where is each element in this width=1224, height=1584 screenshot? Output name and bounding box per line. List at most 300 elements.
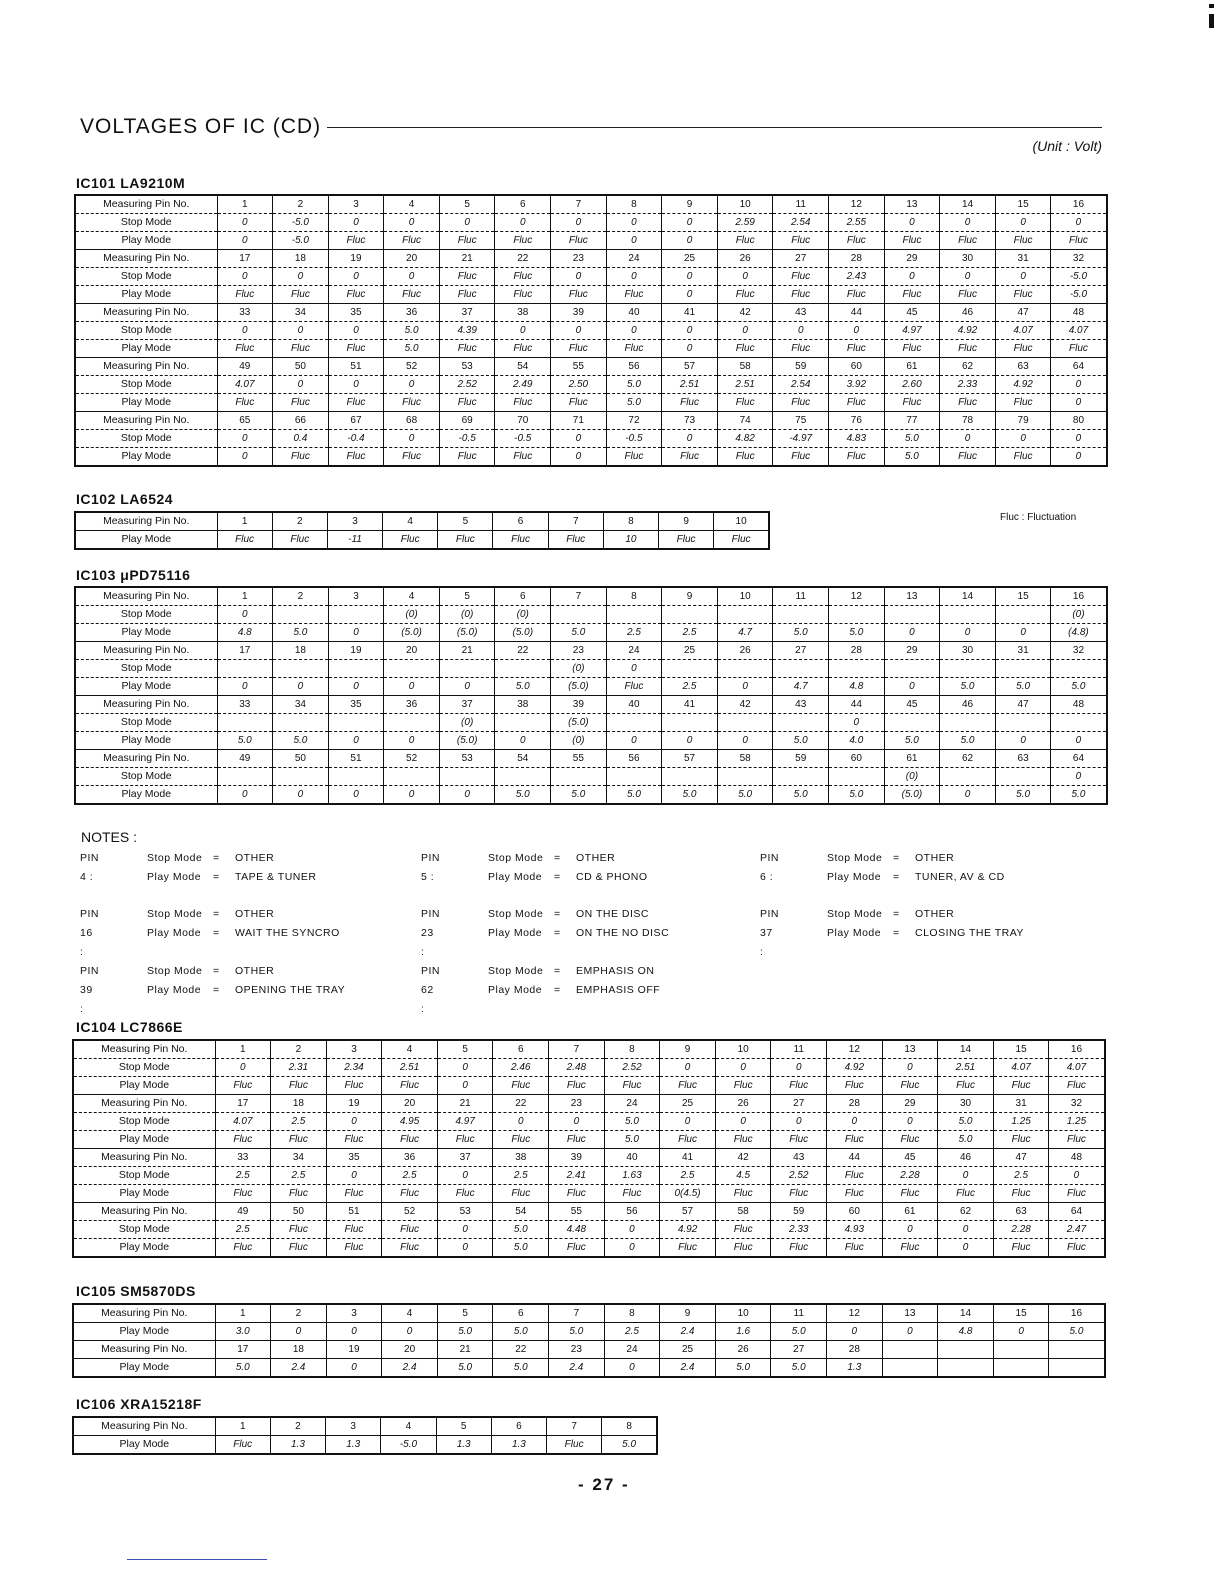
- pin-number-cell: 2: [273, 195, 329, 214]
- voltage-cell: Fluc: [717, 340, 773, 358]
- voltage-cell: 3.0: [215, 1323, 271, 1341]
- voltage-cell: Fluc: [215, 1077, 271, 1095]
- pin-number-cell: 55: [551, 358, 607, 376]
- pin-number-cell: 1: [215, 1304, 271, 1323]
- voltage-cell: -11: [327, 531, 382, 550]
- voltage-cell: 2.54: [773, 376, 829, 394]
- note-rows: [147, 849, 316, 887]
- voltage-cell: 2.5: [493, 1167, 549, 1185]
- voltage-cell: 4.92: [827, 1059, 883, 1077]
- pin-number-cell: 43: [773, 696, 829, 714]
- voltage-cell: 0: [217, 214, 273, 232]
- pin-number-cell: 48: [1051, 696, 1107, 714]
- voltage-cell: [328, 768, 384, 786]
- voltage-cell: 3.92: [829, 376, 885, 394]
- voltage-cell: [217, 660, 273, 678]
- voltage-cell: Fluc: [384, 448, 440, 467]
- pin-number-cell: 26: [715, 1341, 771, 1359]
- voltage-cell: 0: [217, 430, 273, 448]
- voltage-cell: 0: [882, 1113, 938, 1131]
- voltage-cell: Fluc: [493, 1077, 549, 1095]
- note-equals: =: [893, 871, 900, 883]
- pin-number-cell: 52: [384, 358, 440, 376]
- voltage-cell: 0: [717, 678, 773, 696]
- pin-number-cell: 49: [217, 358, 273, 376]
- ic-label: IC106 XRA15218F: [76, 1396, 202, 1412]
- voltage-cell: 2.33: [940, 376, 996, 394]
- pin-number-cell: 18: [273, 642, 329, 660]
- notes-title: NOTES :: [81, 829, 138, 845]
- voltage-cell: [829, 660, 885, 678]
- voltage-cell: 4.07: [215, 1113, 271, 1131]
- pin-number-cell: 65: [217, 412, 273, 430]
- voltage-cell: Fluc: [439, 340, 495, 358]
- voltage-cell: Fluc: [326, 1185, 382, 1203]
- pin-number-cell: 53: [439, 750, 495, 768]
- pin-number-cell: 3: [326, 1417, 381, 1436]
- pin-number-cell: 24: [606, 250, 662, 268]
- note-stop-value: EMPHASIS ON: [576, 965, 655, 977]
- voltage-cell: 4.92: [940, 322, 996, 340]
- voltage-cell: 2.47: [1049, 1221, 1105, 1239]
- pin-number-cell: 60: [827, 1203, 883, 1221]
- pin-number-cell: 32: [1051, 642, 1107, 660]
- note-equals: =: [213, 965, 220, 977]
- pin-number-cell: 13: [884, 195, 940, 214]
- pin-number-cell: 17: [217, 642, 273, 660]
- pin-number-cell: 5: [436, 1417, 491, 1436]
- pin-number-cell: 3: [326, 1040, 382, 1059]
- voltage-cell: Fluc: [993, 1131, 1049, 1149]
- note-play-value: EMPHASIS OFF: [576, 984, 661, 996]
- voltage-cell: Fluc: [326, 1077, 382, 1095]
- voltage-cell: Fluc: [829, 286, 885, 304]
- voltage-cell: [606, 768, 662, 786]
- note-play-value: TAPE & TUNER: [235, 871, 317, 883]
- voltage-cell: 2.33: [771, 1221, 827, 1239]
- voltage-cell: [495, 768, 551, 786]
- voltage-cell: Fluc: [773, 268, 829, 286]
- voltage-cell: 0: [884, 268, 940, 286]
- voltage-cell: 1.3: [436, 1436, 491, 1455]
- play-mode-row: [73, 1436, 657, 1455]
- note-equals: =: [554, 965, 561, 977]
- voltage-cell: 5.0: [884, 448, 940, 467]
- note-rows: [488, 962, 660, 1000]
- voltage-cell: 5.0: [215, 1359, 271, 1378]
- pin-number-cell: 34: [273, 696, 329, 714]
- note-equals: =: [554, 852, 561, 864]
- row-label: Play Mode: [75, 448, 217, 467]
- pin-number-cell: 57: [662, 358, 718, 376]
- voltage-cell: 0: [493, 1113, 549, 1131]
- voltage-cell: [995, 714, 1051, 732]
- note-play-line: [488, 981, 660, 1000]
- voltage-cell: 5.0: [884, 430, 940, 448]
- note-pin: PIN 4 :: [80, 852, 100, 883]
- pin-number-cell: 22: [495, 642, 551, 660]
- row-label: Stop Mode: [75, 322, 217, 340]
- play-mode-row: [75, 531, 769, 550]
- voltage-cell: Fluc: [217, 340, 273, 358]
- voltage-cell: (0): [551, 732, 607, 750]
- pin-number-cell: 59: [773, 750, 829, 768]
- pin-number-cell: 30: [940, 250, 996, 268]
- pin-number-cell: 68: [384, 412, 440, 430]
- pin-number-cell: 7: [551, 587, 607, 606]
- ic-label: IC105 SM5870DS: [76, 1283, 196, 1299]
- voltage-cell: 0: [993, 1323, 1049, 1341]
- pin-number-cell: 67: [328, 412, 384, 430]
- pin-number-row: [73, 1149, 1105, 1167]
- voltage-cell: Fluc: [384, 394, 440, 412]
- voltage-cell: [384, 768, 440, 786]
- pin-number-cell: 4: [381, 1417, 436, 1436]
- voltage-cell: 2.4: [382, 1359, 438, 1378]
- pin-number-cell: 27: [773, 642, 829, 660]
- note-play-value: WAIT THE SYNCRO: [235, 927, 340, 939]
- row-label: Play Mode: [73, 1359, 215, 1378]
- pin-number-cell: 5: [439, 195, 495, 214]
- pin-number-cell: 28: [827, 1341, 883, 1359]
- note-rows: [827, 849, 1005, 887]
- voltage-cell: 2.4: [271, 1359, 327, 1378]
- row-label: Stop Mode: [73, 1113, 215, 1131]
- voltage-cell: Fluc: [326, 1131, 382, 1149]
- voltage-cell: Fluc: [495, 340, 551, 358]
- pin-number-cell: 11: [773, 587, 829, 606]
- voltage-cell: 0: [273, 786, 329, 805]
- pin-number-cell: 13: [884, 587, 940, 606]
- voltage-cell: 4.07: [993, 1059, 1049, 1077]
- note-stop-value: ON THE DISC: [576, 908, 649, 920]
- pin-number-cell: 21: [437, 1095, 493, 1113]
- note-mode-label: Play Mode: [147, 871, 202, 883]
- voltage-cell: 5.0: [938, 1131, 994, 1149]
- pin-number-cell: 7: [547, 1417, 602, 1436]
- voltage-cell: 5.0: [1051, 678, 1107, 696]
- voltage-cell: 0(4.5): [660, 1185, 716, 1203]
- note-play-value: CLOSING THE TRAY: [915, 927, 1024, 939]
- pin-number-cell: 55: [551, 750, 607, 768]
- play-mode-row: [73, 1323, 1105, 1341]
- voltage-cell: 0: [662, 322, 718, 340]
- pin-number-cell: 23: [549, 1341, 605, 1359]
- voltage-cell: [439, 660, 495, 678]
- row-label: Play Mode: [73, 1185, 215, 1203]
- play-mode-row: [75, 678, 1107, 696]
- voltage-cell: 0: [215, 1059, 271, 1077]
- voltage-cell: [384, 660, 440, 678]
- pin-number-cell: 18: [271, 1095, 327, 1113]
- pin-number-cell: 63: [995, 358, 1051, 376]
- voltage-cell: 4.48: [549, 1221, 605, 1239]
- pin-number-cell: 56: [606, 750, 662, 768]
- pin-number-cell: 50: [273, 750, 329, 768]
- pin-number-cell: 15: [995, 195, 1051, 214]
- footer-rule: [127, 1559, 267, 1560]
- row-label: Measuring Pin No.: [75, 358, 217, 376]
- pin-number-cell: 40: [604, 1149, 660, 1167]
- pin-number-cell: 1: [217, 512, 272, 531]
- voltage-cell: 1.25: [1049, 1113, 1105, 1131]
- voltage-cell: 1.6: [715, 1323, 771, 1341]
- voltage-table: [72, 1416, 658, 1455]
- voltage-cell: 10: [603, 531, 658, 550]
- voltage-cell: 4.5: [715, 1167, 771, 1185]
- note-pin: PIN 37 :: [760, 908, 780, 958]
- pin-number-cell: 25: [662, 642, 718, 660]
- voltage-cell: 0: [273, 678, 329, 696]
- pin-number-cell: 10: [714, 512, 769, 531]
- voltage-cell: 2.34: [326, 1059, 382, 1077]
- pin-number-cell: 56: [606, 358, 662, 376]
- pin-number-cell: 14: [940, 587, 996, 606]
- voltage-cell: 5.0: [384, 340, 440, 358]
- pin-number-cell: 11: [771, 1040, 827, 1059]
- pin-number-row: [73, 1417, 657, 1436]
- voltage-cell: Fluc: [993, 1185, 1049, 1203]
- pin-number-row: [75, 195, 1107, 214]
- voltage-cell: 0: [217, 678, 273, 696]
- note-play-line: [147, 981, 345, 1000]
- voltage-cell: [940, 714, 996, 732]
- pin-number-cell: 51: [326, 1203, 382, 1221]
- voltage-cell: Fluc: [217, 286, 273, 304]
- voltage-cell: Fluc: [439, 286, 495, 304]
- voltage-cell: 4.07: [217, 376, 273, 394]
- voltage-cell: Fluc: [717, 232, 773, 250]
- pin-number-cell: 31: [995, 250, 1051, 268]
- voltage-cell: -5.0: [1051, 268, 1107, 286]
- pin-number-cell: 50: [271, 1203, 327, 1221]
- voltage-cell: 0: [1051, 732, 1107, 750]
- voltage-cell: [773, 768, 829, 786]
- voltage-cell: [328, 606, 384, 624]
- voltage-cell: [217, 768, 273, 786]
- voltage-cell: Fluc: [884, 232, 940, 250]
- pin-number-cell: 46: [938, 1149, 994, 1167]
- voltage-cell: 5.0: [437, 1359, 493, 1378]
- voltage-cell: Fluc: [1049, 1239, 1105, 1258]
- pin-number-row: [73, 1203, 1105, 1221]
- pin-number-cell: 25: [660, 1095, 716, 1113]
- voltage-cell: 2.55: [829, 214, 885, 232]
- page-edge-mark-gap: [1209, 8, 1214, 14]
- voltage-cell: [1049, 1359, 1105, 1378]
- pin-number-cell: 18: [273, 250, 329, 268]
- note-mode-label: Stop Mode: [147, 908, 203, 920]
- voltage-cell: Fluc: [827, 1185, 883, 1203]
- voltage-cell: Fluc: [273, 394, 329, 412]
- pin-number-cell: 80: [1051, 412, 1107, 430]
- voltage-cell: Fluc: [328, 340, 384, 358]
- pin-number-row: [75, 412, 1107, 430]
- pin-number-cell: 79: [995, 412, 1051, 430]
- voltage-cell: 0: [437, 1059, 493, 1077]
- note-equals: =: [554, 984, 561, 996]
- voltage-cell: Fluc: [495, 286, 551, 304]
- voltage-cell: 0: [328, 214, 384, 232]
- pin-number-cell: 8: [606, 587, 662, 606]
- voltage-cell: Fluc: [606, 340, 662, 358]
- pin-number-cell: 50: [273, 358, 329, 376]
- voltage-cell: 0: [328, 624, 384, 642]
- pin-number-cell: 47: [995, 304, 1051, 322]
- pin-number-cell: 16: [1051, 195, 1107, 214]
- note-play-value: TUNER, AV & CD: [915, 871, 1005, 883]
- row-label: Measuring Pin No.: [73, 1095, 215, 1113]
- voltage-cell: 0: [995, 430, 1051, 448]
- pin-number-row: [75, 750, 1107, 768]
- pin-number-cell: 36: [384, 696, 440, 714]
- voltage-cell: [717, 714, 773, 732]
- voltage-cell: 0: [829, 714, 885, 732]
- pin-number-cell: 5: [437, 1040, 493, 1059]
- voltage-cell: 0: [771, 1113, 827, 1131]
- voltage-cell: 4.07: [1051, 322, 1107, 340]
- note-stop-value: OTHER: [235, 908, 275, 920]
- voltage-cell: 0: [1051, 394, 1107, 412]
- voltage-cell: 0: [328, 322, 384, 340]
- pin-number-row: [73, 1095, 1105, 1113]
- voltage-cell: 2.46: [493, 1059, 549, 1077]
- pin-number-row: [75, 304, 1107, 322]
- pin-number-cell: 54: [495, 358, 551, 376]
- play-mode-row: [75, 232, 1107, 250]
- voltage-cell: 5.0: [273, 624, 329, 642]
- note-equals: =: [893, 852, 900, 864]
- voltage-cell: Fluc: [382, 1077, 438, 1095]
- note-stop-value: OTHER: [576, 852, 616, 864]
- row-label: Play Mode: [75, 340, 217, 358]
- voltage-cell: (4.8): [1051, 624, 1107, 642]
- note-mode-label: Stop Mode: [147, 852, 203, 864]
- row-label: Play Mode: [73, 1131, 215, 1149]
- pin-number-row: [75, 512, 769, 531]
- voltage-cell: 2.5: [660, 1167, 716, 1185]
- voltage-cell: 2.41: [549, 1167, 605, 1185]
- play-mode-row: [73, 1131, 1105, 1149]
- play-mode-row: [75, 732, 1107, 750]
- voltage-cell: Fluc: [995, 448, 1051, 467]
- voltage-cell: 5.0: [606, 786, 662, 805]
- voltage-cell: 2.51: [662, 376, 718, 394]
- voltage-cell: 5.0: [493, 1359, 549, 1378]
- voltage-cell: [773, 660, 829, 678]
- voltage-cell: [717, 768, 773, 786]
- row-label: Play Mode: [75, 232, 217, 250]
- voltage-cell: [495, 660, 551, 678]
- voltage-cell: 2.5: [271, 1113, 327, 1131]
- voltage-cell: 4.8: [829, 678, 885, 696]
- voltage-cell: 2.51: [382, 1059, 438, 1077]
- pin-number-cell: 19: [328, 642, 384, 660]
- pin-number-cell: 5: [439, 587, 495, 606]
- voltage-cell: Fluc: [995, 340, 1051, 358]
- pin-number-cell: 43: [773, 304, 829, 322]
- note-stop-line: [488, 849, 648, 868]
- voltage-cell: 4.95: [382, 1113, 438, 1131]
- row-label: Stop Mode: [73, 1221, 215, 1239]
- voltage-cell: Fluc: [1049, 1131, 1105, 1149]
- row-label: Measuring Pin No.: [73, 1040, 215, 1059]
- pin-number-cell: 36: [382, 1149, 438, 1167]
- pin-number-cell: 31: [993, 1095, 1049, 1113]
- pin-number-cell: 26: [715, 1095, 771, 1113]
- voltage-cell: Fluc: [829, 232, 885, 250]
- voltage-cell: Fluc: [271, 1185, 327, 1203]
- pin-number-cell: 2: [272, 512, 327, 531]
- row-label: Stop Mode: [75, 268, 217, 286]
- pin-number-cell: 75: [773, 412, 829, 430]
- pin-number-cell: 7: [551, 195, 607, 214]
- pin-number-row: [75, 642, 1107, 660]
- voltage-cell: 0: [995, 732, 1051, 750]
- voltage-cell: [884, 660, 940, 678]
- voltage-cell: 0: [995, 624, 1051, 642]
- note-equals: =: [554, 871, 561, 883]
- voltage-cell: 2.43: [829, 268, 885, 286]
- voltage-cell: 5.0: [606, 394, 662, 412]
- pin-number-cell: 10: [717, 587, 773, 606]
- voltage-cell: 4.07: [995, 322, 1051, 340]
- voltage-cell: 0: [662, 340, 718, 358]
- pin-number-cell: 5: [438, 512, 493, 531]
- row-label: Stop Mode: [73, 1059, 215, 1077]
- note-stop-value: OTHER: [915, 908, 955, 920]
- voltage-cell: Fluc: [1049, 1185, 1105, 1203]
- voltage-cell: [829, 768, 885, 786]
- pin-number-cell: 26: [717, 250, 773, 268]
- pin-number-cell: 39: [551, 304, 607, 322]
- pin-number-cell: 30: [940, 642, 996, 660]
- voltage-cell: [717, 606, 773, 624]
- row-label: Stop Mode: [75, 214, 217, 232]
- voltage-cell: 2.60: [884, 376, 940, 394]
- voltage-cell: [773, 714, 829, 732]
- voltage-cell: 2.4: [660, 1323, 716, 1341]
- pin-number-row: [75, 358, 1107, 376]
- pin-number-cell: 9: [662, 195, 718, 214]
- pin-number-cell: 22: [493, 1095, 549, 1113]
- voltage-cell: 0: [439, 786, 495, 805]
- voltage-cell: -5.0: [273, 214, 329, 232]
- voltage-cell: 0: [384, 678, 440, 696]
- pin-number-cell: 76: [829, 412, 885, 430]
- voltage-cell: Fluc: [551, 340, 607, 358]
- voltage-cell: 5.0: [1049, 1323, 1105, 1341]
- pin-number-cell: 60: [829, 750, 885, 768]
- voltage-cell: 4.7: [773, 678, 829, 696]
- pin-number-cell: [993, 1341, 1049, 1359]
- play-mode-row: [73, 1185, 1105, 1203]
- voltage-cell: 0: [662, 214, 718, 232]
- pin-number-cell: 1: [215, 1417, 270, 1436]
- voltage-cell: 0: [606, 268, 662, 286]
- pin-number-cell: 13: [882, 1304, 938, 1323]
- pin-number-cell: 3: [328, 195, 384, 214]
- pin-number-cell: 61: [884, 750, 940, 768]
- voltage-cell: (0): [384, 606, 440, 624]
- voltage-cell: [717, 660, 773, 678]
- voltage-cell: 0: [551, 430, 607, 448]
- voltage-cell: 0: [384, 376, 440, 394]
- voltage-cell: Fluc: [439, 448, 495, 467]
- voltage-cell: Fluc: [382, 1131, 438, 1149]
- voltage-cell: Fluc: [271, 1239, 327, 1258]
- voltage-cell: [328, 660, 384, 678]
